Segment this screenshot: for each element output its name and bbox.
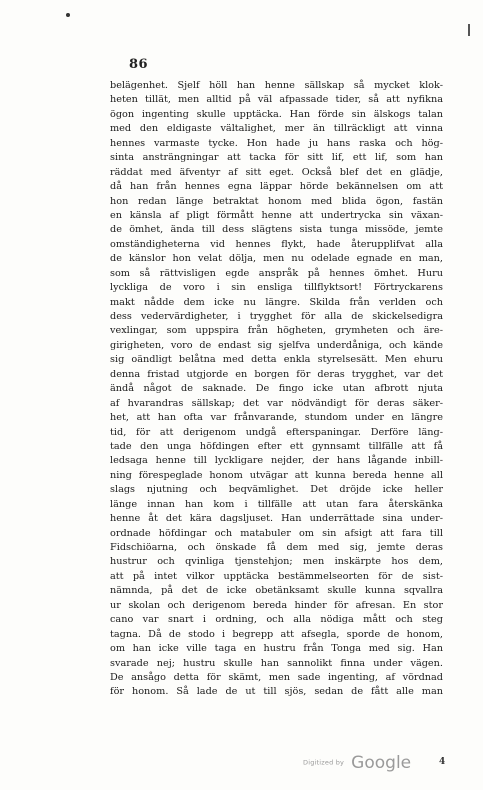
text-line: omständigheterna vid hennes flykt, hade återupplifvat alla [110, 238, 443, 250]
watermark-prefix: Digitized by [303, 758, 345, 767]
text-line: hon redan länge betraktat honom med blida ögon, fastän [110, 195, 443, 207]
text-line: om han icke ville taga en hustru från Tonga med sig. Han [110, 643, 443, 655]
text-line: sig oändligt belåtna med detta enkla styrelsesätt. Men ehuru [110, 354, 443, 366]
text-line: ordnade höfdingar och matabuler om sin afsigt att fara till [110, 527, 443, 539]
text-line: svarade nej; hustru skulle han sannolikt finna under vägen. [110, 657, 443, 669]
text-line: länge innan han kom i tillfälle att utan fara återskänka [110, 498, 443, 510]
text-line: makt nådde dem icke nu längre. Skilda från verlden och [110, 296, 443, 308]
text-line: belägenhet. Sjelf höll han henne sällskap så mycket klok- [110, 80, 443, 91]
text-line: räddat med äfventyr af sitt eget. Också blef det en glädje, [110, 166, 443, 178]
text-line: af hvarandras sällskap; det var nödvändigt för deras säker- [110, 397, 443, 409]
text-line: ögon ingenting skulle upptäcka. Han förde sin älskogs talan [110, 108, 443, 120]
text-line: med den eldigaste vältalighet, mer än tillräckligt att vinna [110, 123, 443, 135]
text-line: sinta ansträngningar att tacka för sitt lif, ett lif, som han [110, 152, 443, 164]
text-line: tagna. Då de stodo i begrepp att afsegla, sporde de honom, [110, 628, 443, 640]
text-line: girigheten, voro de endast sig sjelfva underdåniga, och kände [110, 339, 443, 351]
page-number: 86 [129, 57, 149, 72]
text-line: då han från hennes egna läppar hörde bekännelsen om att [110, 181, 443, 193]
text-line: henne åt det kära dagsljuset. Han underrättade sina under- [110, 513, 443, 525]
text-line: Fidschiöarna, och önskade få dem med sig, jemte deras [110, 542, 443, 553]
text-line: en känsla af pligt förmått henne att undertrycka sin växan- [110, 209, 443, 221]
text-line: denna fristad utgjorde en borgen för deras trygghet, var det [110, 368, 443, 380]
scan-dot-mark [66, 13, 70, 17]
text-line: för honom. Så lade de ut till sjös, sedan de fått alle man [110, 686, 443, 698]
watermark-brand: Google [351, 752, 412, 773]
signature-mark: 4 [439, 757, 446, 767]
scan-edge-mark [468, 24, 470, 36]
text-line: dess vedervärdigheter, i trygghet för alla de skickelsedigra [110, 311, 443, 322]
text-line: De ansågo detta för skämt, men sade ingenting, af vördnad [110, 671, 443, 683]
text-line: heten tillät, men alltid på väl afpassade tider, så att nyfikna [110, 94, 443, 106]
text-line: att på intet vilkor upptäcka bestämmelseorten för de sist- [110, 570, 443, 582]
text-line: nämnda, på det de icke obetänksamt skulle kunna sqvallra [110, 585, 443, 597]
text-line: ändå något de saknade. De fingo icke utan afbrott njuta [110, 383, 443, 395]
text-line: ning förespeglade honom utvägar att kunna bereda henne all [110, 469, 443, 481]
body-text [110, 79, 443, 700]
text-line: som så rättvisligen egde anspråk på hennes ömhet. Huru [110, 267, 443, 279]
text-line: het, att han ofta var frånvarande, stundom under en längre [110, 412, 443, 424]
text-line: tade den unga höfdingen efter ett gynnsamt tillfälle att få [110, 440, 443, 452]
text-line: hennes varmaste tycke. Hon hade ju hans raska och hög- [110, 137, 443, 149]
text-line: vexlingar, som uppspira från högheten, grymheten och äre- [110, 325, 443, 337]
text-line: cano var snart i ordning, och alla nödiga mått och steg [110, 614, 443, 626]
text-line: ur skolan och derigenom bereda hinder för afresan. En stor [110, 599, 443, 611]
text-line: tid, för att derigenom undgå efterspaningar. Derföre läng- [110, 426, 443, 438]
digitized-watermark [303, 752, 411, 773]
text-line: de ömhet, ända till dess slägtens sista tunga missöde, jemte [110, 224, 443, 236]
text-line: de känslor hon velat dölja, men nu odelade egnade en man, [110, 253, 443, 265]
text-line: hustrur och qvinliga tjenstehjon; men inskärpte hos dem, [110, 556, 443, 568]
text-line: lyckliga de voro i sin ensliga tillflyktsort! Förtryckarens [110, 282, 443, 294]
text-line: ledsaga henne till lyckligare nejder, der hans lågande inbill- [110, 455, 443, 467]
text-line: slags njutning och beqvämlighet. Det dröjde icke heller [110, 484, 443, 496]
